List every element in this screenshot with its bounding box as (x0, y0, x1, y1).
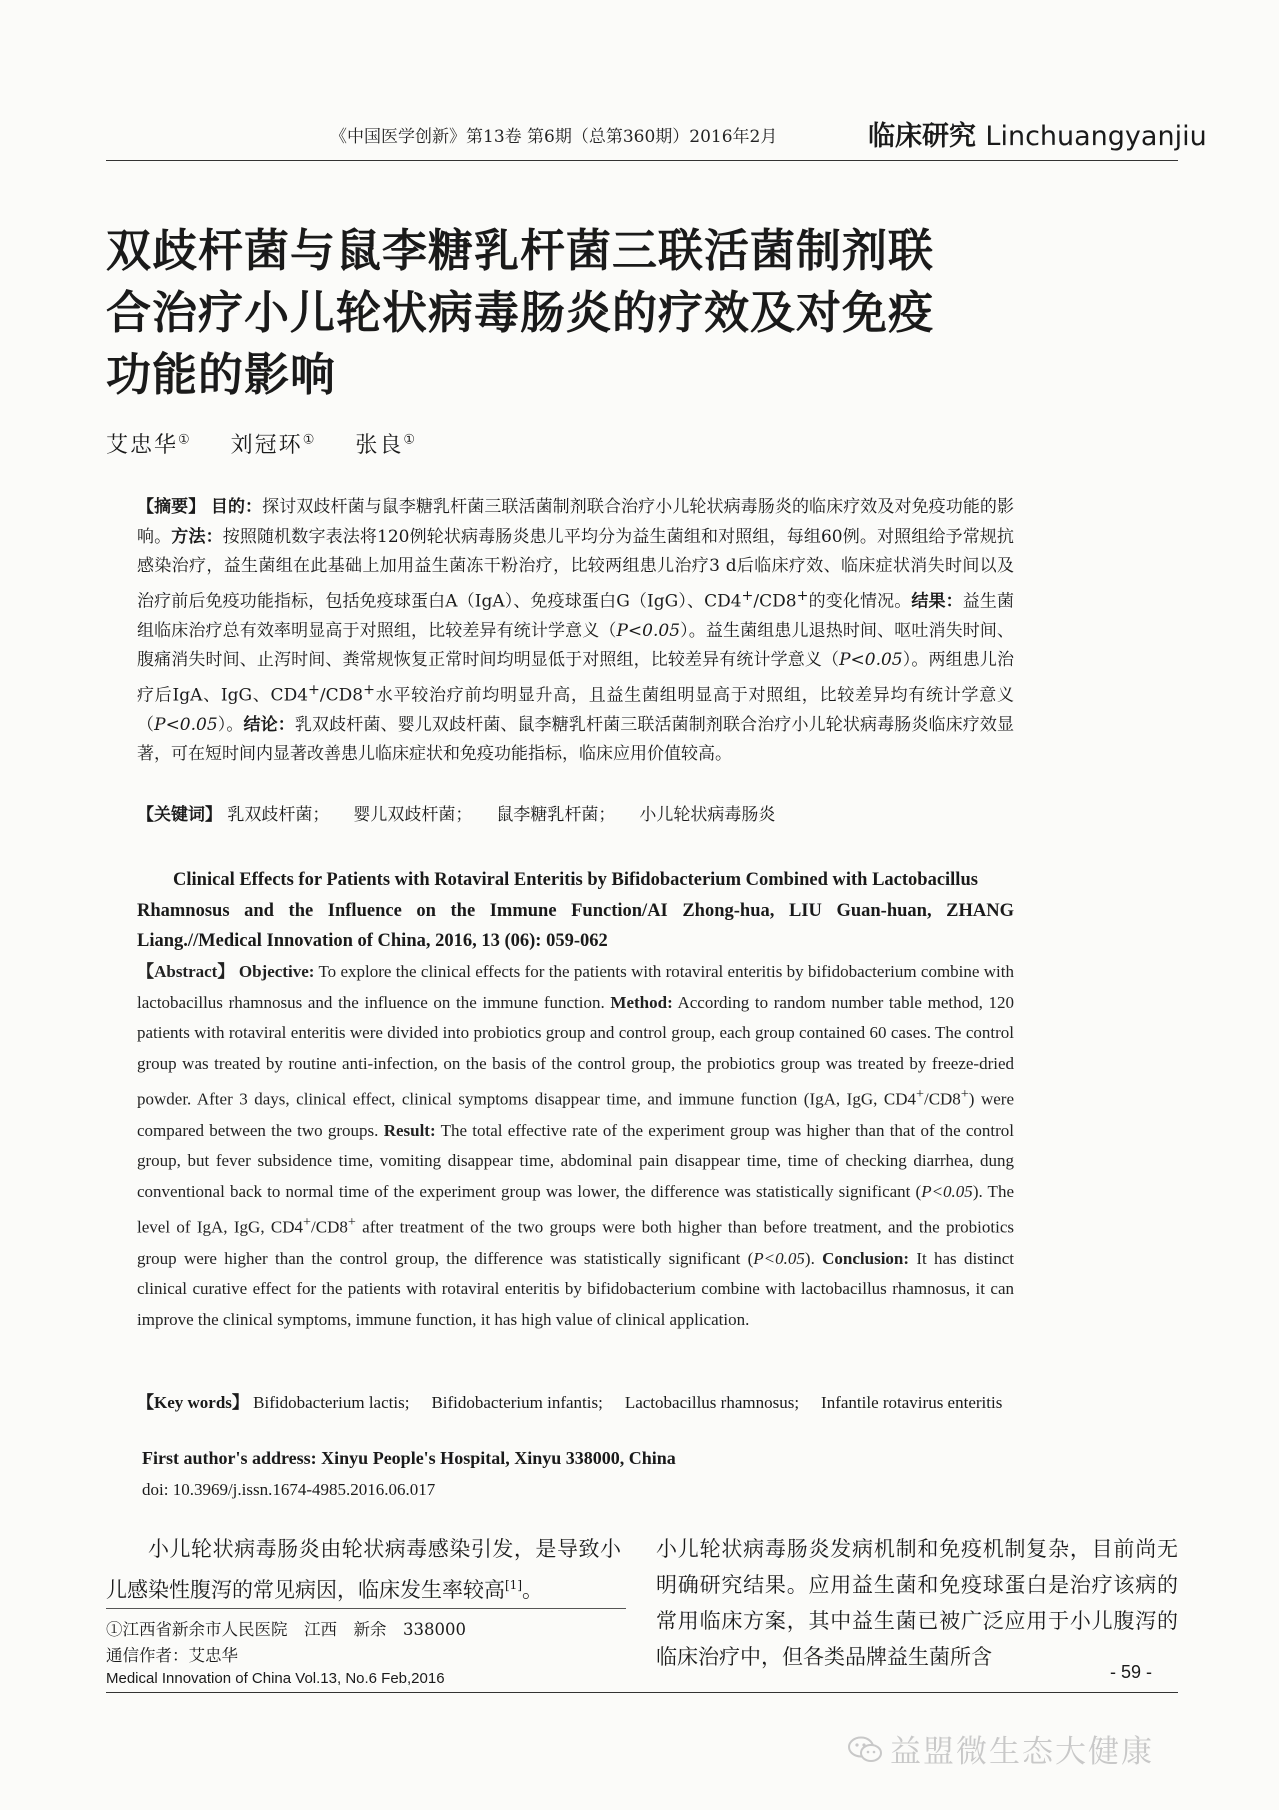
author-3: 张良① (355, 432, 418, 458)
author-2: 刘冠环① (230, 432, 317, 458)
author-1: 艾忠华① (106, 432, 192, 458)
en-keywords: 【Key words】 Bifidobacterium lactis; Bifidobacterium infantis; Lactobacillus rhamnosus; Infantile rotavirus enteritis (137, 1393, 1003, 1412)
body-column-1 (106, 1531, 621, 1608)
section-label (868, 114, 1207, 153)
wechat-icon (848, 1736, 882, 1772)
footer-journal: Medical Innovation of China Vol.13, No.6 Feb,2016 (106, 1670, 445, 1687)
journal-header: 《中国医学创新》第13卷 第6期（总第360期）2016年2月 (330, 127, 778, 147)
page-number: - 59 - (1110, 1662, 1153, 1682)
author-address: First author's address: Xinyu People's Hospital, Xinyu 338000, China (142, 1448, 676, 1468)
en-abstract: 【Abstract】 Objective: To explore the clinical effects for the patients with rotaviral enteritis by bifidobacterium combine with lactobacillus rhamnosus and the influence on the immune function. Method: According to random number table method, 120 patients with rotaviral enteritis were divided into probiotics group and control group, each group contained 60 cases. The control group was treated by routine anti-infection, on the basis of the control group, the probiotics group was treated by freeze-dried powder. After 3 days, clinical effect, clinical symptoms disappear time, and immune function (IgA, IgG, CD4+/CD8+) were compared between the two groups. Result: The total effective rate of the experiment group was higher than that of the control group, but fever subsidence time, vomiting disappear time, abdominal pain disappear time, time of checking diarrhea, dung conventional back to normal time of the experiment group was lower, the difference was statistically significant (P<0.05). The level of IgA, IgG, CD4+/CD8+ after treatment of the two groups were both higher than before treatment, and the probiotics group were higher than the control group, the difference was statistically significant (P<0.05). Conclusion: It has distinct clinical curative effect for the patients with rotaviral enteritis by bifidobacterium combine with lactobacillus rhamnosus, it can improve the clinical symptoms, immune function, it has high value of clinical application. (137, 962, 1015, 1329)
title-line-3: 功能的影响 (106, 348, 337, 401)
section-pinyin: Linchuangyanjiu (985, 121, 1207, 152)
footer-rule (106, 1692, 1178, 1693)
watermark-text: 益盟微生态大健康 (890, 1734, 1154, 1770)
cn-abstract: 【摘要】 目的：探讨双歧杆菌与鼠李糖乳杆菌三联活菌制剂联合治疗小儿轮状病毒肠炎的临床疗效及对免疫功能的影响。方法：按照随机数字表法将120例轮状病毒肠炎患儿平均分为益生菌组和对照组，每组60例。对照组给予常规抗感染治疗，益生菌组在此基础上加用益生菌冻干粉治疗，比较两组患儿治疗3 d后临床疗效、临床症状消失时间以及治疗前后免疫功能指标，包括免疫球蛋白A（IgA）、免疫球蛋白G（IgG）、CD4+/CD8+的变化情况。结果：益生菌组临床治疗总有效率明显高于对照组，比较差异有统计学意义（P<0.05）。益生菌组患儿退热时间、呕吐消失时间、腹痛消失时间、止泻时间、粪常规恢复正常时间均明显低于对照组，比较差异有统计学意义（P<0.05）。两组患儿治疗后IgA、IgG、CD4+/CD8+水平较治疗前均明显升高，且益生菌组明显高于对照组，比较差异均有统计学意义（P<0.05）。结论：乳双歧杆菌、婴儿双歧杆菌、鼠李糖乳杆菌三联活菌制剂联合治疗小儿轮状病毒肠炎临床疗效显著，可在短时间内显著改善患儿临床症状和免疫功能指标，临床应用价值较高。 (137, 497, 1015, 765)
authors (106, 428, 447, 459)
footnote-rule (106, 1608, 626, 1609)
section-cn: 临床研究 (868, 121, 976, 152)
header-rule (106, 160, 1178, 161)
cn-keywords: 【关键词】 乳双歧杆菌； 婴儿双歧杆菌； 鼠李糖乳杆菌； 小儿轮状病毒肠炎 (137, 805, 776, 825)
doi: doi: 10.3969/j.issn.1674-4985.2016.06.017 (142, 1480, 436, 1499)
footnote-affiliation: ①江西省新余市人民医院 江西 新余 338000 (106, 1620, 466, 1639)
footnote-correspondence: 通信作者：艾忠华 (106, 1646, 238, 1665)
paragraph: 小儿轮状病毒肠炎发病机制和免疫机制复杂，目前尚无明确研究结果。应用益生菌和免疫球蛋白是治疗该病的常用临床方案，其中益生菌已被广泛应用于小儿腹泻的临床治疗中，但各类品牌益生菌所含 (656, 1537, 1178, 1669)
watermark (848, 1726, 1154, 1772)
paragraph: 小儿轮状病毒肠炎由轮状病毒感染引发，是导致小儿感染性腹泻的常见病因，临床发生率较高[1]。 (106, 1537, 621, 1602)
english-title: Clinical Effects for Patients with Rotaviral Enteritis by Bifidobacterium Combined with Lactobacillus Rhamnosus and the Influence on the Immune Function/AI Zhong-hua, LIU Guan-huan, ZHANG Liang.//Medical Innovation of China, 2016, 13 (06): 059-062 (137, 870, 1014, 951)
title-line-2: 合治疗小儿轮状病毒肠炎的疗效及对免疫 (106, 286, 935, 339)
paper-title (106, 220, 1006, 406)
body-column-2 (656, 1531, 1178, 1675)
title-line-1: 双歧杆菌与鼠李糖乳杆菌三联活菌制剂联 (106, 224, 935, 277)
